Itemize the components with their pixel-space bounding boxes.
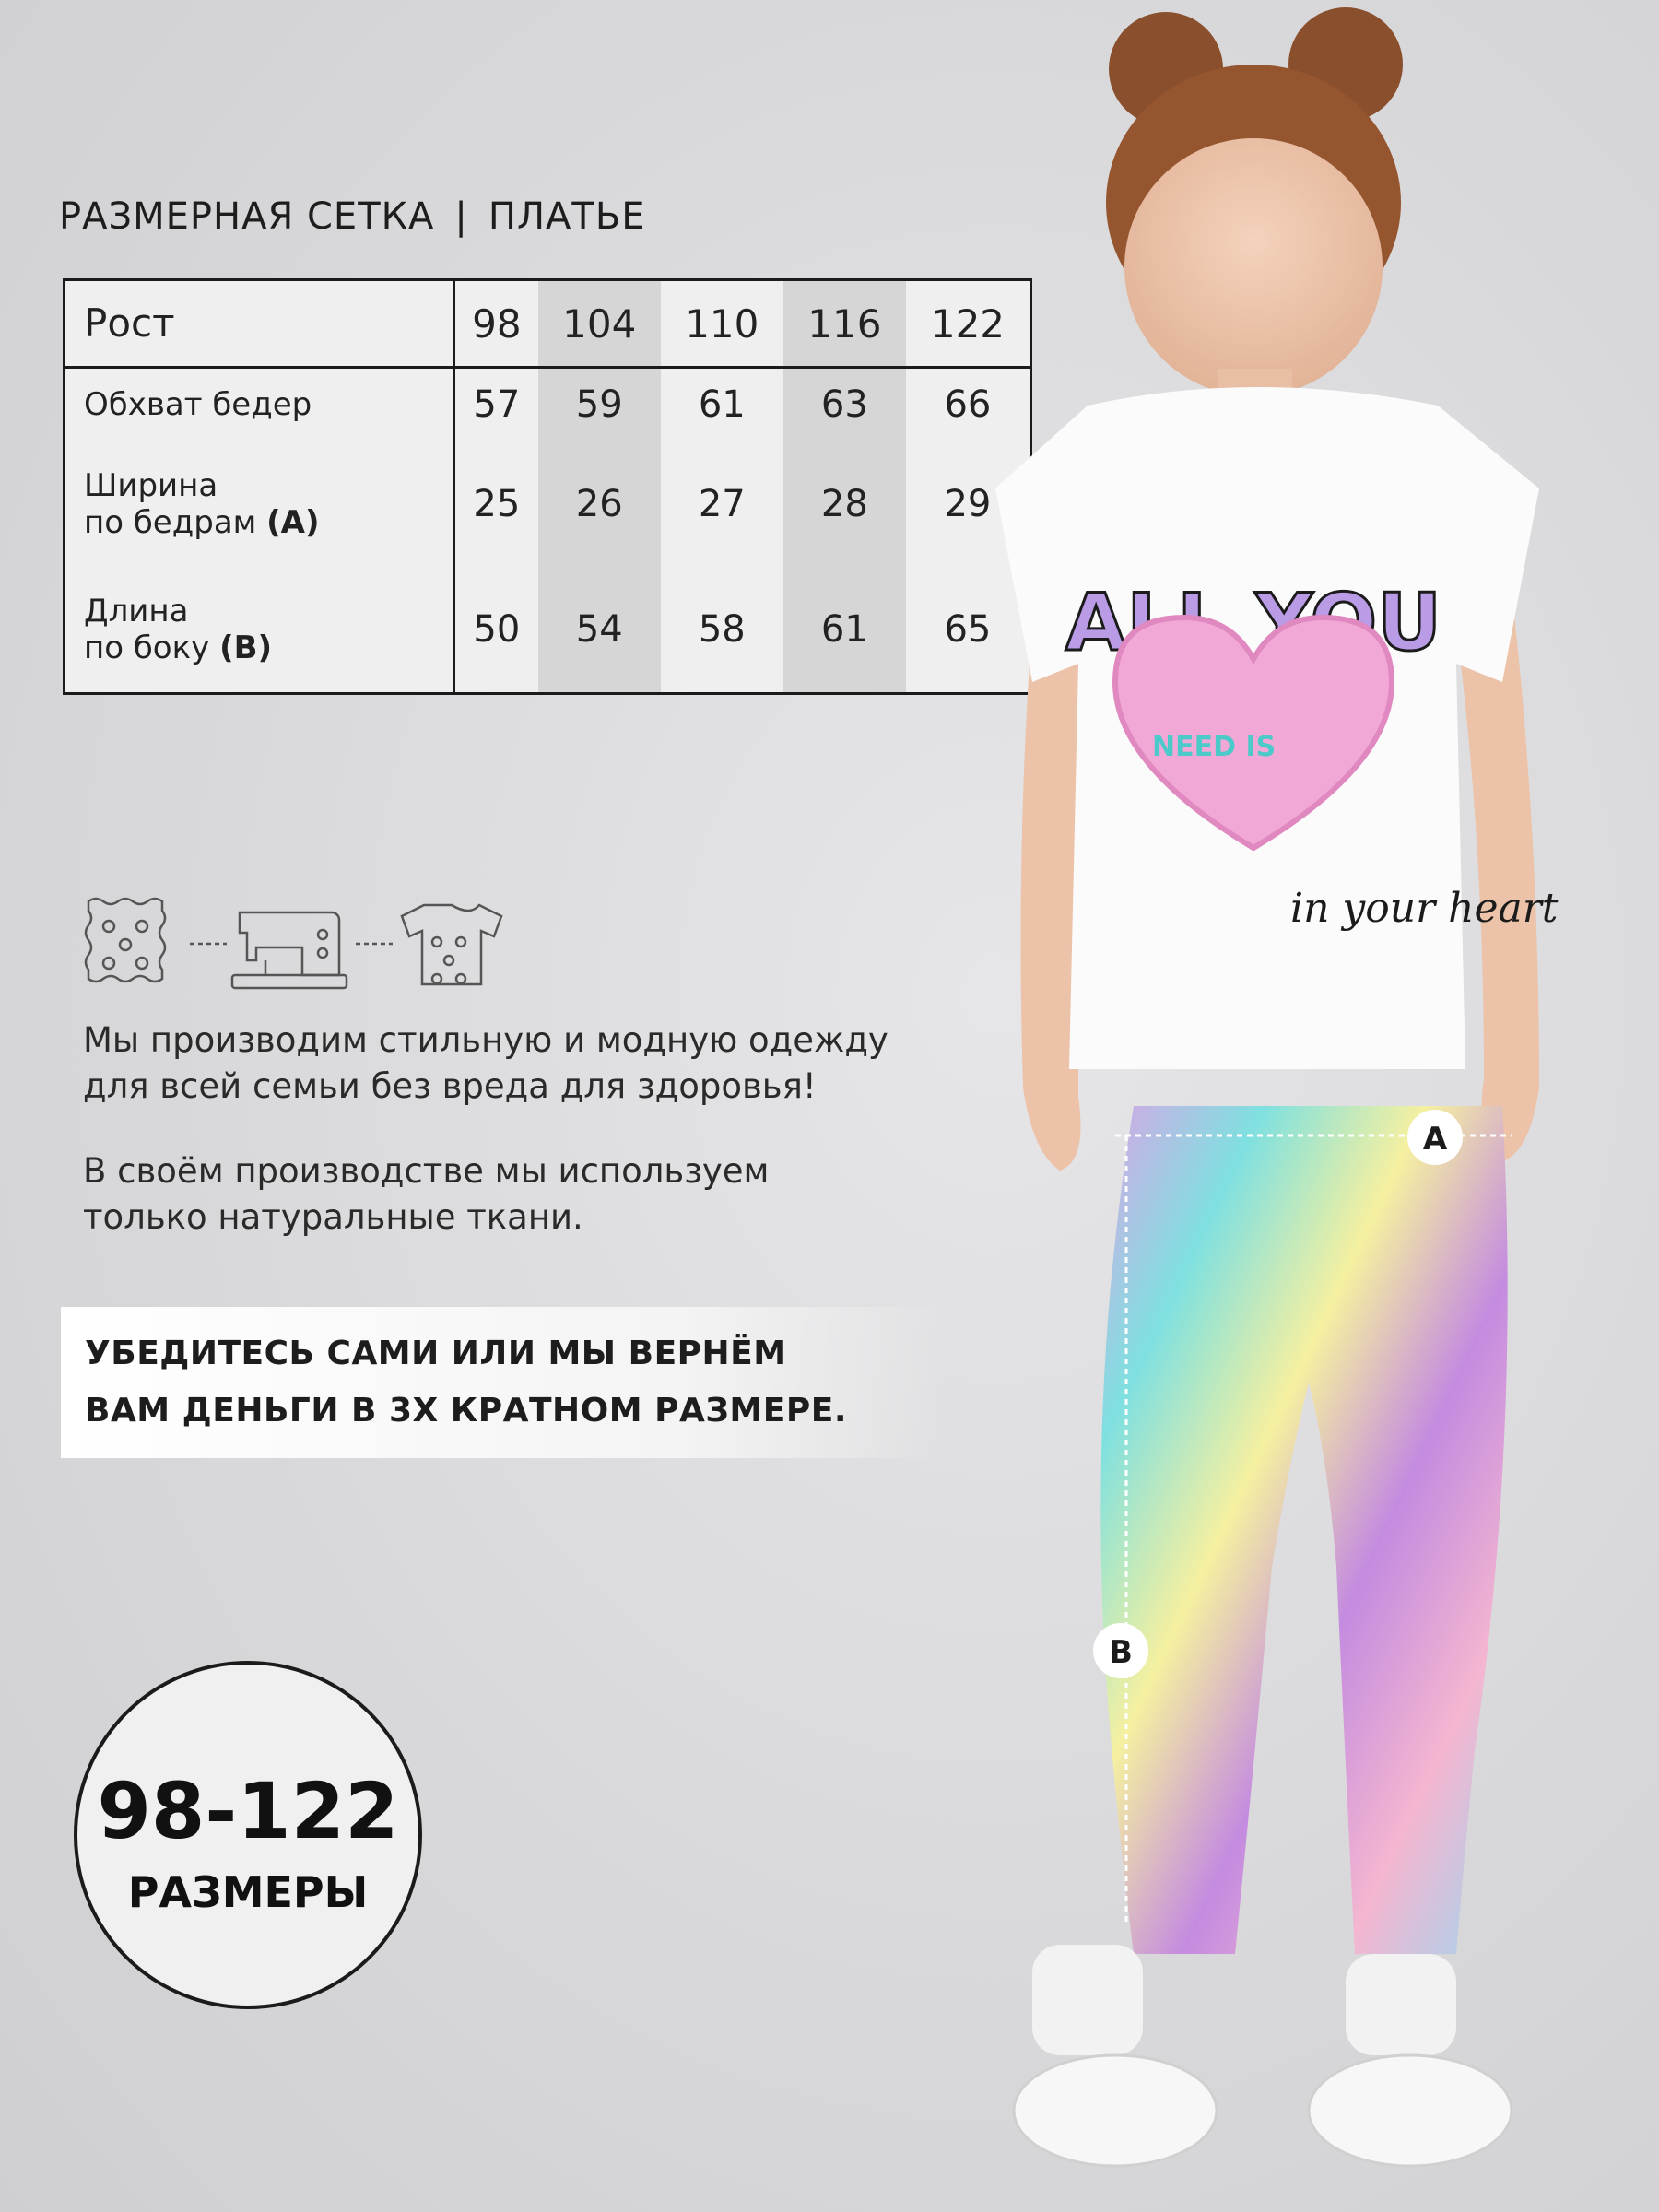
height-label: Рост bbox=[65, 280, 454, 368]
size-range: 98-122 bbox=[97, 1766, 399, 1856]
size-header: 98 bbox=[454, 280, 538, 368]
table-cell: 27 bbox=[698, 482, 746, 525]
table-cell: 26 bbox=[538, 441, 661, 567]
table-cell: 59 bbox=[538, 368, 661, 441]
marker-b bbox=[1093, 1623, 1148, 1678]
marker-a-label: A bbox=[1422, 1121, 1448, 1158]
sewing-machine-icon bbox=[232, 912, 347, 988]
table-row bbox=[65, 280, 1031, 368]
size-header: 116 bbox=[783, 280, 906, 368]
title-separator: | bbox=[454, 195, 468, 238]
shirt-text-top: ALL YOU bbox=[1065, 577, 1442, 669]
table-cell: 58 bbox=[698, 607, 746, 651]
paragraph-line: В своём производстве мы используем bbox=[83, 1151, 770, 1191]
title-left: РАЗМЕРНАЯ СЕТКА bbox=[59, 195, 435, 238]
paragraph-line: для всей семьи без вреда для здоровья! bbox=[83, 1066, 817, 1106]
banner-line: УБЕДИТЕСЬ САМИ ИЛИ МЫ ВЕРНЁМ bbox=[85, 1335, 787, 1372]
fabric-icon bbox=[86, 899, 165, 982]
row-label bbox=[65, 441, 454, 567]
marker-a bbox=[1407, 1110, 1463, 1165]
socks-shoes bbox=[1014, 1945, 1512, 2166]
table-cell: 65 bbox=[944, 607, 992, 651]
row-label-line1: Ширина bbox=[84, 466, 218, 504]
table-cell: 61 bbox=[698, 383, 746, 427]
table-row bbox=[65, 368, 1031, 441]
shirt-text-mid: NEED IS bbox=[1152, 731, 1277, 763]
size-badge bbox=[74, 1661, 422, 2009]
table-cell: 57 bbox=[473, 383, 521, 427]
row-label-line1: Длина bbox=[84, 592, 189, 629]
title-right: ПЛАТЬЕ bbox=[488, 195, 646, 238]
marker-b-label: B bbox=[1109, 1634, 1133, 1671]
process-icons bbox=[81, 894, 542, 995]
size-badge-label: РАЗМЕРЫ bbox=[127, 1867, 369, 1917]
row-label-line2: по боку bbox=[84, 629, 210, 666]
table-cell: 29 bbox=[944, 482, 992, 525]
shirt-text-bottom: in your heart bbox=[1290, 885, 1559, 932]
size-header: 122 bbox=[906, 280, 1031, 368]
size-table bbox=[63, 278, 1032, 695]
guarantee-banner bbox=[61, 1307, 946, 1458]
production-paragraph bbox=[83, 1018, 888, 1110]
size-header: 110 bbox=[661, 280, 783, 368]
row-label-line2: по бедрам bbox=[84, 503, 257, 541]
table-cell: 61 bbox=[783, 566, 906, 693]
fabric-paragraph bbox=[83, 1148, 769, 1241]
row-label-line1: Обхват бедер bbox=[84, 386, 312, 424]
banner-line: ВАМ ДЕНЬГИ В 3Х КРАТНОМ РАЗМЕРЕ. bbox=[85, 1392, 848, 1430]
model-photo bbox=[977, 0, 1659, 2212]
table-cell: 28 bbox=[783, 441, 906, 567]
table-row bbox=[65, 566, 1031, 693]
row-label bbox=[65, 368, 454, 441]
row-label-marker: (B) bbox=[219, 629, 273, 666]
table-cell: 25 bbox=[473, 482, 521, 525]
table-cell: 66 bbox=[944, 383, 992, 427]
paragraph-line: только натуральные ткани. bbox=[83, 1197, 583, 1237]
face bbox=[1124, 138, 1382, 396]
tshirt-icon bbox=[402, 905, 501, 984]
row-label bbox=[65, 566, 454, 693]
paragraph-line: Мы производим стильную и модную одежду bbox=[83, 1020, 888, 1060]
table-cell: 63 bbox=[783, 368, 906, 441]
leggings bbox=[1100, 1106, 1507, 1954]
table-cell: 54 bbox=[538, 566, 661, 693]
size-header: 104 bbox=[538, 280, 661, 368]
table-cell: 50 bbox=[473, 607, 521, 651]
table-row bbox=[65, 441, 1031, 567]
row-label-marker: (А) bbox=[266, 503, 320, 541]
page-title bbox=[59, 195, 646, 238]
